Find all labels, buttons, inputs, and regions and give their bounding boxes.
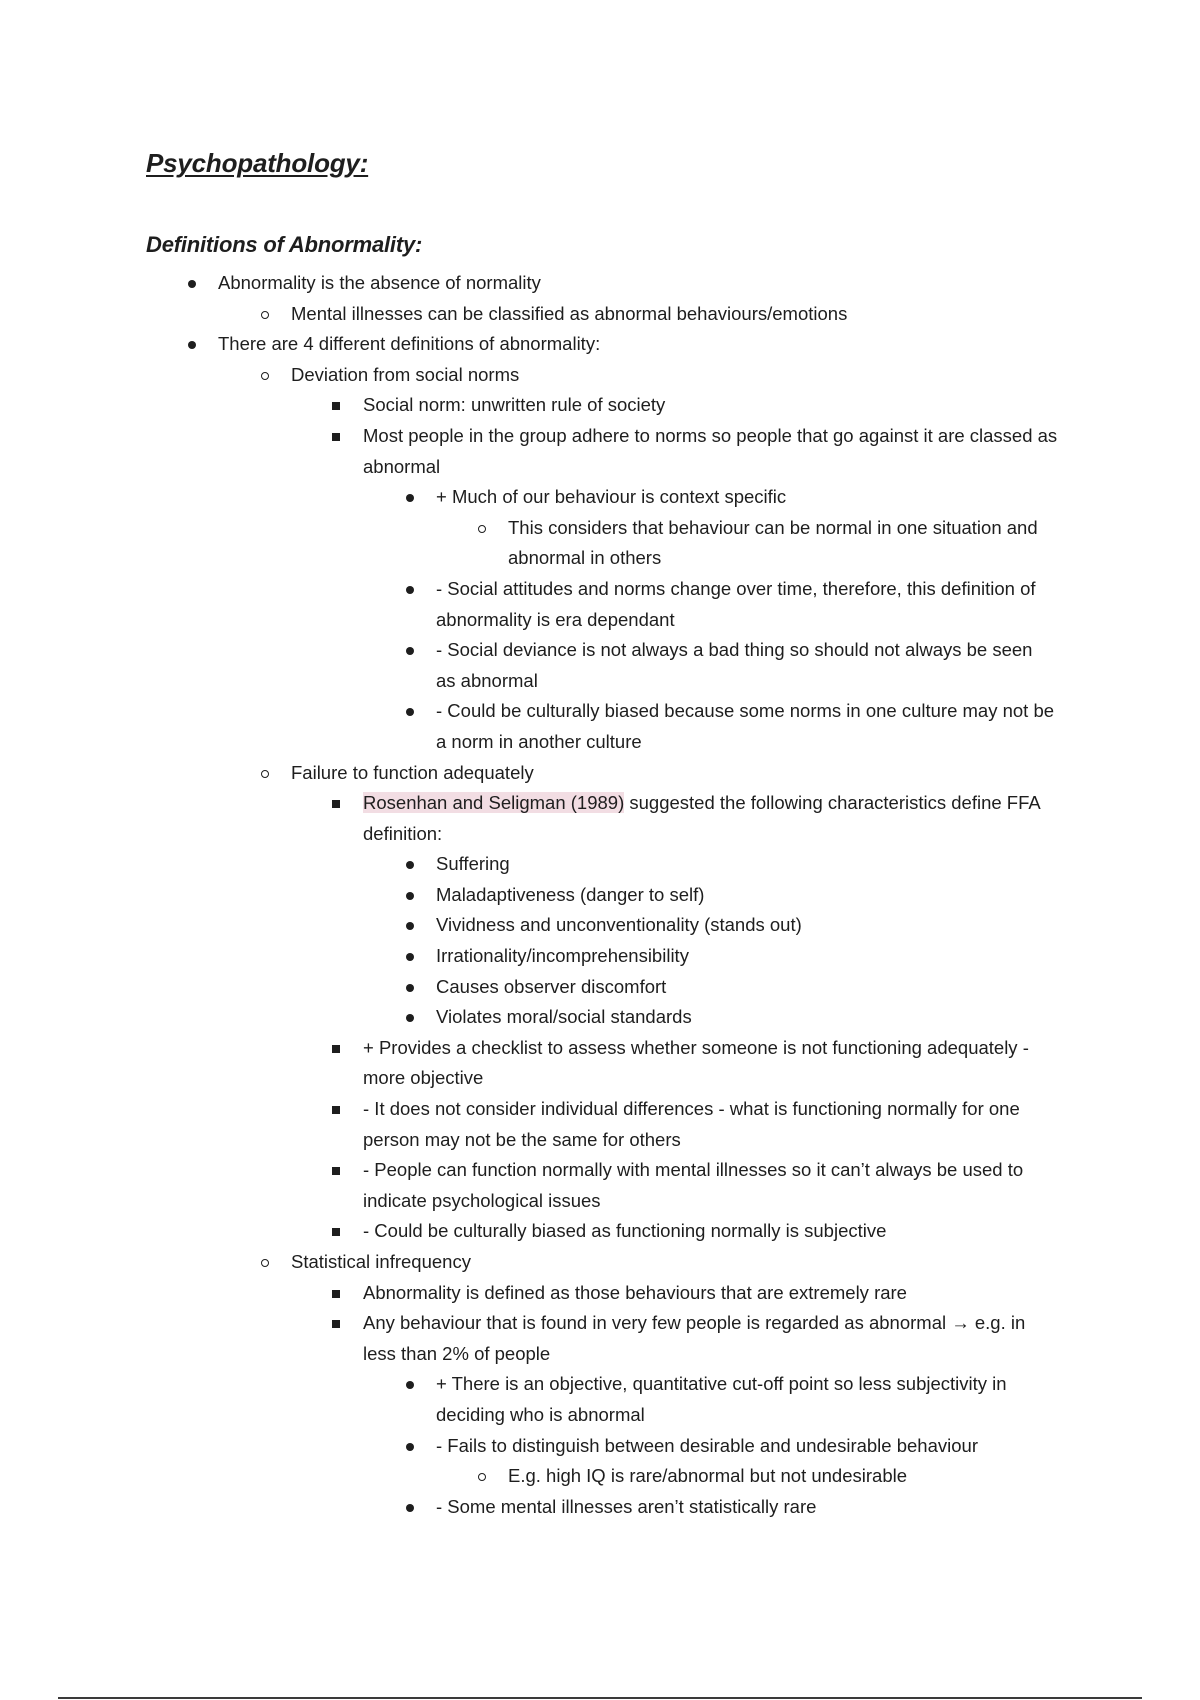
list-item-text: Any behaviour that is found in very few people is regarded as abnormal → e.g. in less than 2% of people	[363, 1312, 1026, 1364]
list-item	[291, 360, 1091, 391]
list-item-text: - Fails to distinguish between desirable and undesirable behaviour	[436, 1434, 978, 1456]
list-item	[218, 329, 1098, 360]
page-title: Psychopathology:	[146, 148, 369, 178]
list-item	[508, 1461, 1053, 1492]
list-item	[436, 972, 1056, 1003]
list-item-text: Deviation from social norms	[291, 363, 520, 385]
list-item	[436, 635, 1056, 696]
list-item-text: - It does not consider individual differences - what is functioning normally for one person may not be the same for others	[363, 1098, 1020, 1150]
footer-rule	[58, 1697, 1142, 1699]
list-item	[436, 1002, 1056, 1033]
list-item-text: - Could be culturally biased because some norms in one culture may not be a norm in another culture	[436, 700, 1055, 752]
list-item	[436, 696, 1056, 757]
list-item	[363, 390, 1063, 421]
list-item	[436, 1369, 1056, 1430]
list-item-text: Statistical infrequency	[291, 1251, 471, 1272]
list-item-text: Vividness and unconventionality (stands out)	[436, 914, 802, 936]
list-item	[363, 788, 1063, 849]
list-item-text: Abnormality is defined as those behaviours that are extremely rare	[363, 1281, 907, 1303]
list-item	[508, 513, 1053, 574]
section-heading: Definitions of Abnormality:	[146, 232, 423, 257]
list-item	[436, 910, 1056, 941]
list-item-text: suggested the following characteristics define FFA definition:	[363, 792, 1040, 844]
list-item	[363, 1308, 1063, 1369]
list-item	[363, 1094, 1063, 1155]
list-item-text: Abnormality is the absence of normality	[218, 272, 541, 293]
list-item-text: Causes observer discomfort	[436, 975, 667, 997]
list-item-text: + Provides a checklist to assess whether someone is not functioning adequately - more objective	[363, 1036, 1029, 1089]
list-item-text: + Much of our behaviour is context specific	[436, 486, 787, 508]
list-item	[291, 299, 1091, 330]
list-item-text: Maladaptiveness (danger to self)	[436, 883, 705, 905]
list-item	[218, 268, 1098, 299]
list-item	[363, 1155, 1063, 1216]
list-item-text: + There is an objective, quantitative cut-off point so less subjectivity in deciding who is abnormal	[436, 1373, 1007, 1425]
list-item-text: - Some mental illnesses aren’t statistically rare	[436, 1495, 817, 1517]
list-item	[363, 421, 1063, 482]
list-item	[363, 1033, 1063, 1094]
list-item-text: Mental illnesses can be classified as abnormal behaviours/emotions	[291, 302, 848, 324]
list-item	[291, 758, 1091, 789]
list-item	[363, 1216, 1063, 1247]
list-item-text: Social norm: unwritten rule of society	[363, 394, 666, 416]
list-item-text: - People can function normally with mental illnesses so it can’t always be used to indicate psychological issues	[363, 1159, 1024, 1211]
list-item-text: This considers that behaviour can be normal in one situation and abnormal in others	[508, 516, 1038, 569]
list-item-text: There are 4 different definitions of abnormality:	[218, 333, 601, 355]
list-item-text: E.g. high IQ is rare/abnormal but not undesirable	[508, 1465, 908, 1487]
notes-list	[0, 268, 1200, 1522]
list-item	[436, 482, 1056, 513]
list-item-text: Irrationality/incomprehensibility	[436, 945, 689, 967]
list-item	[436, 574, 1056, 635]
list-item-text: Most people in the group adhere to norms so people that go against it are classed as abnormal	[363, 424, 1058, 477]
list-item	[436, 849, 1056, 880]
list-item	[291, 1247, 1091, 1278]
list-item-text: Violates moral/social standards	[436, 1006, 692, 1028]
list-item	[436, 880, 1056, 911]
list-item	[436, 941, 1056, 972]
list-item	[436, 1492, 1056, 1523]
list-item-text: Suffering	[436, 853, 510, 875]
list-item-text: - Social attitudes and norms change over time, therefore, this definition of abnormality is era dependant	[436, 577, 1036, 630]
list-item-text: - Social deviance is not always a bad thing so should not always be seen as abnormal	[436, 639, 1033, 691]
highlighted-citation: Rosenhan and Seligman (1989)	[363, 792, 625, 814]
list-item	[363, 1278, 1063, 1309]
list-item-text: - Could be culturally biased as functioning normally is subjective	[363, 1220, 887, 1242]
list-item-text: Failure to function adequately	[291, 761, 534, 783]
list-item	[436, 1431, 1056, 1462]
